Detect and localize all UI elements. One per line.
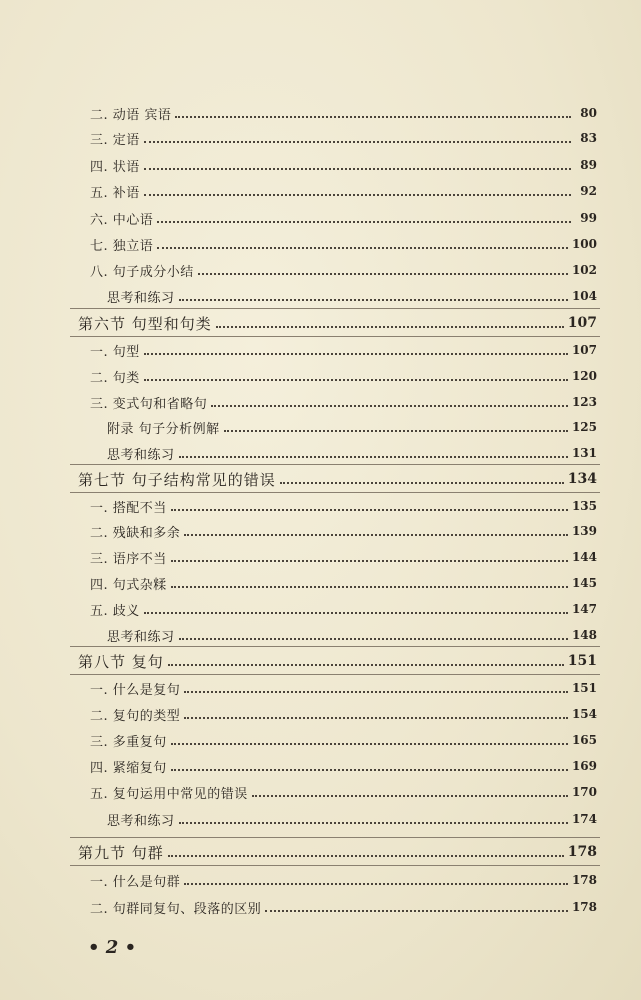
section-rule: [70, 646, 600, 647]
toc-entry: [90, 339, 597, 361]
toc-entry: [107, 416, 597, 438]
toc-entry-page: 107: [571, 343, 597, 357]
toc-entry: [90, 869, 597, 891]
toc-entry-page: 145: [571, 576, 597, 590]
toc-entry: [90, 180, 597, 202]
toc-entry-label: 七. 独立语: [90, 238, 154, 254]
toc-entry-page: 125: [571, 420, 597, 434]
dot-leader: [171, 560, 568, 562]
toc-entry: [90, 677, 597, 699]
toc-entry: [90, 127, 597, 149]
toc-section-entry: [78, 841, 597, 863]
toc-entry-page: 89: [580, 158, 597, 172]
toc-entry: [107, 285, 597, 307]
toc-entry-label: 第八节 复句: [78, 652, 164, 671]
section-rule: [70, 464, 600, 465]
section-rule: [70, 308, 600, 309]
toc-entry-label: 五. 复句运用中常见的错误: [90, 786, 248, 802]
toc-entry-label: 一. 句型: [90, 344, 140, 360]
toc-entry: [90, 598, 597, 620]
toc-entry-label: 二. 动语 宾语: [90, 107, 172, 123]
toc-entry-page: 165: [571, 733, 597, 747]
toc-entry: [90, 495, 597, 517]
toc-entry-label: 五. 歧义: [90, 603, 140, 619]
toc-entry: [90, 365, 597, 387]
toc-entry-page: 131: [571, 446, 597, 460]
dot-leader: [179, 456, 568, 458]
toc-entry-page: 154: [571, 707, 597, 721]
toc-entry: [90, 207, 597, 229]
toc-entry-label: 附录 句子分析例解: [107, 421, 220, 437]
section-rule: [70, 837, 600, 838]
toc-entry-label: 三. 定语: [90, 132, 140, 148]
toc-entry: [90, 520, 597, 542]
dot-leader: [179, 299, 568, 301]
dot-leader: [168, 855, 564, 857]
dot-leader: [179, 822, 568, 824]
toc-entry-page: 151: [571, 681, 597, 695]
dot-leader: [184, 717, 568, 719]
toc-entry-page: 169: [571, 759, 597, 773]
toc-entry: [90, 755, 597, 777]
toc-entry-page: 123: [571, 395, 597, 409]
page-number: • 2 •: [88, 937, 137, 958]
dot-leader: [144, 379, 568, 381]
toc-entry-page: 178: [567, 844, 597, 860]
toc-entry: [90, 391, 597, 413]
toc-entry-label: 一. 什么是复句: [90, 682, 181, 698]
toc-entry: [90, 572, 597, 594]
toc-entry: [90, 729, 597, 751]
toc-entry-label: 第七节 句子结构常见的错误: [78, 470, 276, 489]
dot-leader: [171, 509, 568, 511]
toc-entry-label: 三. 多重复句: [90, 734, 167, 750]
toc-entry-page: 148: [571, 628, 597, 642]
toc-section-entry: [78, 468, 597, 490]
toc-entry-page: 139: [571, 524, 597, 538]
toc-entry-label: 思考和练习: [107, 447, 175, 463]
toc-entry-page: 135: [571, 499, 597, 513]
dot-leader: [198, 273, 568, 275]
toc-entry: [90, 259, 597, 281]
toc-entry-label: 第六节 句型和句类: [78, 314, 212, 333]
toc-entry-label: 二. 残缺和多余: [90, 525, 181, 541]
toc-entry-label: 二. 句群同复句、段落的区别: [90, 901, 262, 917]
toc-entry-page: 151: [567, 653, 597, 669]
toc-entry-label: 五. 补语: [90, 185, 140, 201]
toc-entry-page: 80: [580, 106, 597, 120]
toc-entry-page: 102: [571, 263, 597, 277]
dot-leader: [171, 743, 568, 745]
dot-leader: [216, 326, 564, 328]
toc-entry-label: 思考和练习: [107, 290, 175, 306]
dot-leader: [211, 405, 568, 407]
dot-leader: [168, 664, 564, 666]
dot-leader: [252, 795, 568, 797]
dot-leader: [175, 116, 571, 118]
toc-entry-label: 六. 中心语: [90, 212, 154, 228]
toc-entry-page: 83: [580, 131, 597, 145]
section-rule: [70, 336, 600, 337]
toc-entry-page: 134: [567, 471, 597, 487]
dot-leader: [184, 883, 568, 885]
toc-entry-label: 思考和练习: [107, 629, 175, 645]
toc-entry-label: 四. 句式杂糅: [90, 577, 167, 593]
toc-entry-label: 四. 状语: [90, 159, 140, 175]
toc-entry-label: 一. 搭配不当: [90, 500, 167, 516]
toc-entry-label: 思考和练习: [107, 813, 175, 829]
toc-entry: [90, 102, 597, 124]
toc-entry-page: 104: [571, 289, 597, 303]
toc-entry-label: 第九节 句群: [78, 843, 164, 862]
dot-leader: [184, 534, 568, 536]
toc-entry: [107, 442, 597, 464]
toc-entry: [107, 808, 597, 830]
dot-leader: [184, 691, 568, 693]
toc-entry-page: 178: [571, 873, 597, 887]
toc-entry-page: 147: [571, 602, 597, 616]
toc-entry-label: 四. 紧缩复句: [90, 760, 167, 776]
dot-leader: [280, 482, 564, 484]
toc-entry-page: 99: [580, 211, 597, 225]
dot-leader: [144, 353, 568, 355]
section-rule: [70, 674, 600, 675]
toc-entry-label: 三. 变式句和省略句: [90, 396, 208, 412]
toc-section-entry: [78, 312, 597, 334]
dot-leader: [144, 194, 571, 196]
dot-leader: [171, 586, 568, 588]
dot-leader: [144, 168, 571, 170]
toc-entry-page: 120: [571, 369, 597, 383]
section-rule: [70, 492, 600, 493]
dot-leader: [171, 769, 568, 771]
dot-leader: [157, 221, 571, 223]
toc-entry: [90, 154, 597, 176]
toc-entry-page: 144: [571, 550, 597, 564]
dot-leader: [224, 430, 568, 432]
toc-section-entry: [78, 650, 597, 672]
toc-entry-page: 178: [571, 900, 597, 914]
toc-entry: [90, 703, 597, 725]
dot-leader: [144, 612, 568, 614]
toc-entry: [107, 624, 597, 646]
dot-leader: [144, 141, 571, 143]
toc-entry-label: 二. 句类: [90, 370, 140, 386]
toc-entry-label: 三. 语序不当: [90, 551, 167, 567]
section-rule: [70, 865, 600, 866]
toc-entry-label: 八. 句子成分小结: [90, 264, 194, 280]
toc-entry-page: 170: [571, 785, 597, 799]
toc-entry-label: 二. 复句的类型: [90, 708, 181, 724]
toc-entry-page: 92: [580, 184, 597, 198]
toc-entry: [90, 233, 597, 255]
toc-entry-page: 100: [571, 237, 597, 251]
dot-leader: [157, 247, 568, 249]
toc-entry: [90, 896, 597, 918]
toc-entry-page: 107: [567, 315, 597, 331]
dot-leader: [179, 638, 568, 640]
toc-entry-page: 174: [571, 812, 597, 826]
toc-entry-label: 一. 什么是句群: [90, 874, 181, 890]
toc-entry: [90, 781, 597, 803]
dot-leader: [265, 910, 568, 912]
toc-entry: [90, 546, 597, 568]
